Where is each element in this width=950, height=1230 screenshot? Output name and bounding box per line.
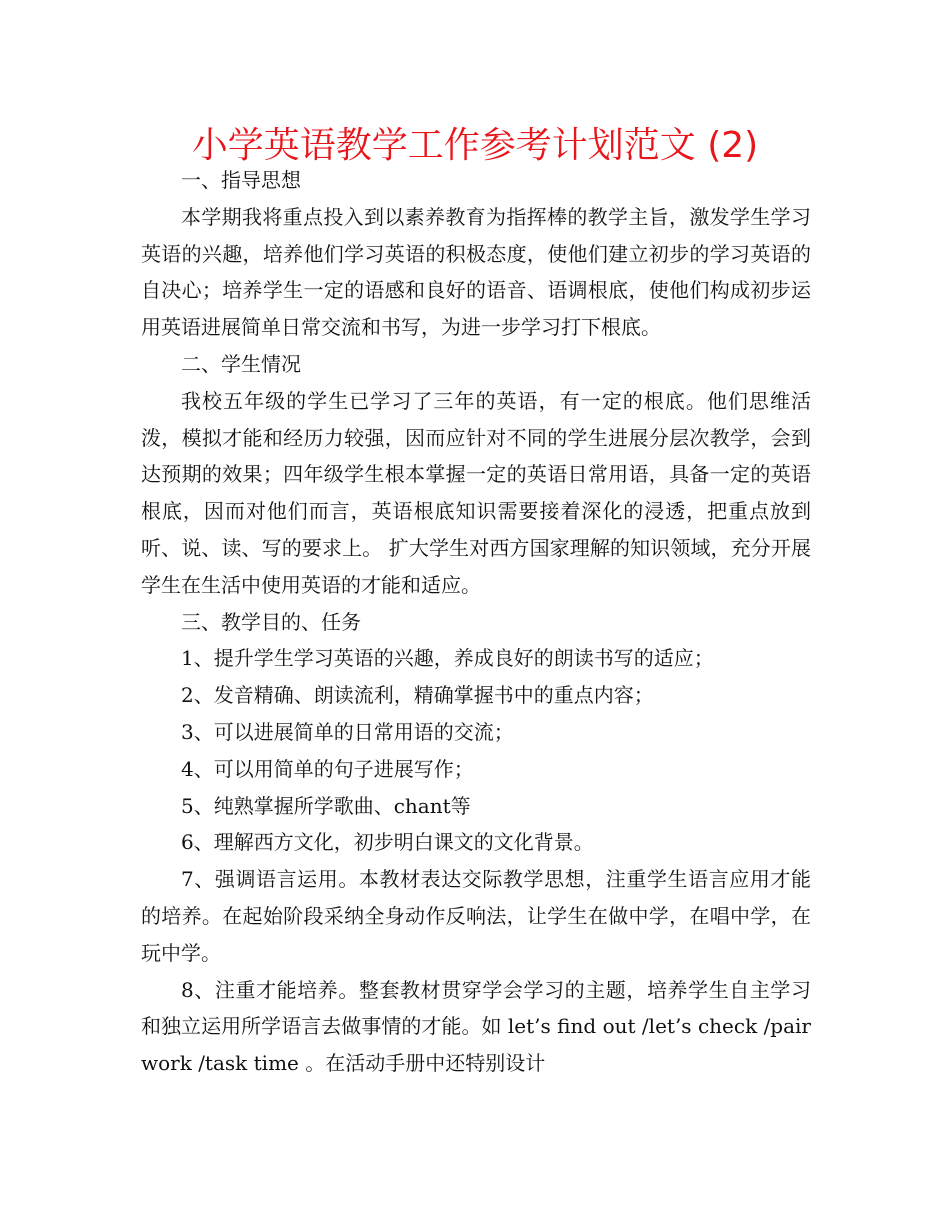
- paragraph-guiding-idea: 本学期我将重点投入到以素养教育为指挥棒的教学主旨，激发学生学习英语的兴趣，培养他们学习英语的积极态度，使他们建立初步的学习英语的自决心；培养学生一定的语感和良好的语音、语调根底，使他们构成初步运用英语进展简单日常交流和书写，为进一步学习打下根底。: [141, 204, 811, 340]
- goal-item-2: 2、发音精确、朗读流利，精确掌握书中的重点内容；: [181, 683, 654, 708]
- goal-item-3: 3、可以进展简单的日常用语的交流；: [181, 719, 514, 744]
- goal-item-7: 7、强调语言运用。本教材表达交际教学思想，注重学生语言应用才能的培养。在起始阶段采纳全身动作反响法，让学生在做中学，在唱中学，在玩中学。: [141, 867, 811, 965]
- goal-item-1: 1、提升学生学习英语的兴趣，养成良好的朗读书写的适应；: [181, 646, 714, 671]
- goal-item-6: 6、理解西方文化，初步明白课文的文化背景。: [181, 830, 594, 855]
- document-title: 小学英语教学工作参考计划范文 (2): [191, 125, 759, 166]
- goal-item-8: 8、注重才能培养。整套教材贯穿学会学习的主题，培养学生自主学习和独立运用所学语言去做事情的才能。如 let’s find out /let’s check /pair work /task time 。在活动手册中还特别设计: [141, 977, 811, 1076]
- section-heading-guiding-idea: 一、指导思想: [181, 168, 301, 192]
- goal-item-5: 5、纯熟掌握所学歌曲、chant等: [181, 793, 471, 818]
- section-heading-student-situation: 二、学生情况: [181, 351, 301, 376]
- goal-item-4: 4、可以用简单的句子进展写作；: [181, 756, 474, 781]
- document-body: [141, 162, 811, 1082]
- paragraph-student-situation: 我校五年级的学生已学习了三年的英语，有一定的根底。他们思维活泼，模拟才能和经历力较强，因而应针对不同的学生进展分层次教学，会到达预期的效果；四年级学生根本掌握一定的英语日常用语，具备一定的英语根底，因而对他们而言，英语根底知识需要接着深化的浸透，把重点放到听、说、读、写的要求上。 扩大学生对西方国家理解的知识领域，充分开展学生在生活中使用英语的才能和适应。: [141, 388, 811, 597]
- section-heading-teaching-goals: 三、教学目的、任务: [181, 609, 361, 634]
